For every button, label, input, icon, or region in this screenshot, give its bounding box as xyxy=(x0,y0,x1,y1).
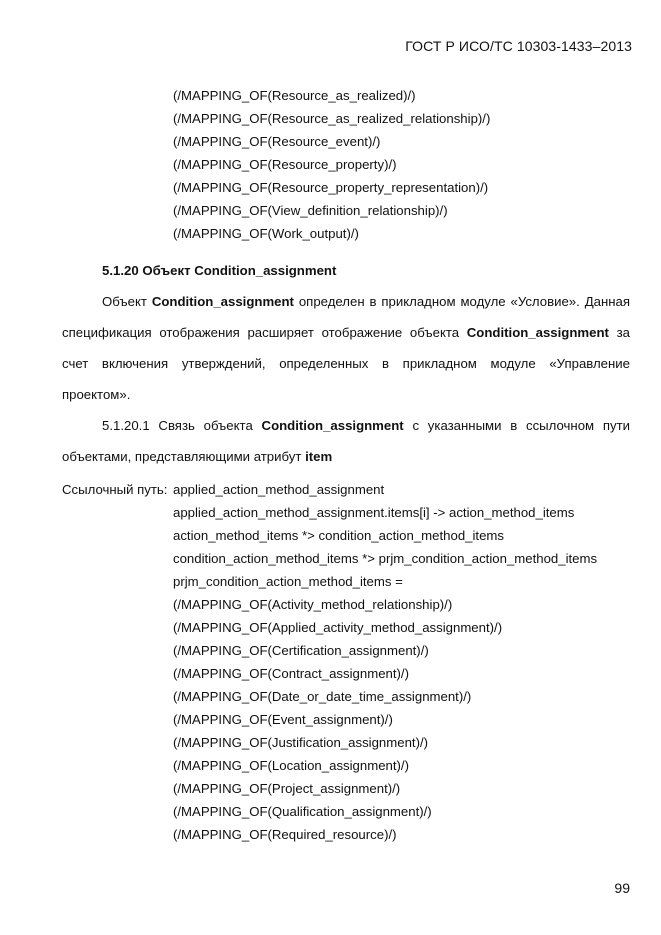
mapping-line: (/MAPPING_OF(View_definition_relationship)/) xyxy=(173,203,448,218)
mapping-line: (/MAPPING_OF(Resource_as_realized)/) xyxy=(173,88,416,103)
mapping-line: (/MAPPING_OF(Resource_property)/) xyxy=(173,157,397,172)
reference-line: applied_action_method_assignment xyxy=(173,482,385,497)
mapping-line: (/MAPPING_OF(Work_output)/) xyxy=(173,226,359,241)
entity-name: Condition_assignment xyxy=(151,294,294,309)
entity-name: Condition_assignment xyxy=(261,418,404,433)
reference-line: condition_action_method_items *> prjm_condition_action_method_items xyxy=(173,551,598,566)
reference-line: (/MAPPING_OF(Event_assignment)/) xyxy=(173,712,393,727)
mapping-line: (/MAPPING_OF(Resource_event)/) xyxy=(173,134,381,149)
subsection-paragraph xyxy=(62,410,630,472)
entity-name: Condition_assignment xyxy=(466,325,609,340)
mapping-line: (/MAPPING_OF(Resource_as_realized_relationship)/) xyxy=(173,111,491,126)
reference-path-label: Ссылочный путь: xyxy=(62,482,168,497)
reference-line: prjm_condition_action_method_items = xyxy=(173,574,403,589)
standard-header: ГОСТ Р ИСО/ТС 10303-1433–2013 xyxy=(405,38,632,54)
section-paragraph xyxy=(62,286,630,410)
text-run: определен в прикладном модуле «Условие». Данная спецификация отображения расширяет отображение объекта xyxy=(62,294,630,340)
text-run: с указанными в ссылочном пути объектами, представляющими атрибут xyxy=(62,418,631,464)
reference-line: (/MAPPING_OF(Project_assignment)/) xyxy=(173,781,401,796)
reference-line: action_method_items *> condition_action_method_items xyxy=(173,528,504,543)
page-number: 99 xyxy=(614,880,630,896)
reference-line: (/MAPPING_OF(Required_resource)/) xyxy=(173,827,397,842)
text-run: за счет включения утверждений, определенных в прикладном модуле «Управление проектом». xyxy=(62,325,630,402)
section-heading: 5.1.20 Объект Condition_assignment xyxy=(102,263,337,278)
reference-line: (/MAPPING_OF(Justification_assignment)/) xyxy=(173,735,429,750)
reference-line: (/MAPPING_OF(Location_assignment)/) xyxy=(173,758,409,773)
reference-line: applied_action_method_assignment.items[i] -> action_method_items xyxy=(173,505,575,520)
reference-line: (/MAPPING_OF(Qualification_assignment)/) xyxy=(173,804,432,819)
mapping-line: (/MAPPING_OF(Resource_property_representation)/) xyxy=(173,180,489,195)
reference-line: (/MAPPING_OF(Applied_activity_method_assignment)/) xyxy=(173,620,503,635)
text-run: 5.1.20.1 Связь объекта xyxy=(102,418,262,433)
reference-line: (/MAPPING_OF(Activity_method_relationship)/) xyxy=(173,597,453,612)
reference-line: (/MAPPING_OF(Contract_assignment)/) xyxy=(173,666,409,681)
text-run: Объект xyxy=(102,294,152,309)
attribute-name: item xyxy=(305,449,333,464)
reference-line: (/MAPPING_OF(Date_or_date_time_assignment)/) xyxy=(173,689,472,704)
reference-line: (/MAPPING_OF(Certification_assignment)/) xyxy=(173,643,429,658)
